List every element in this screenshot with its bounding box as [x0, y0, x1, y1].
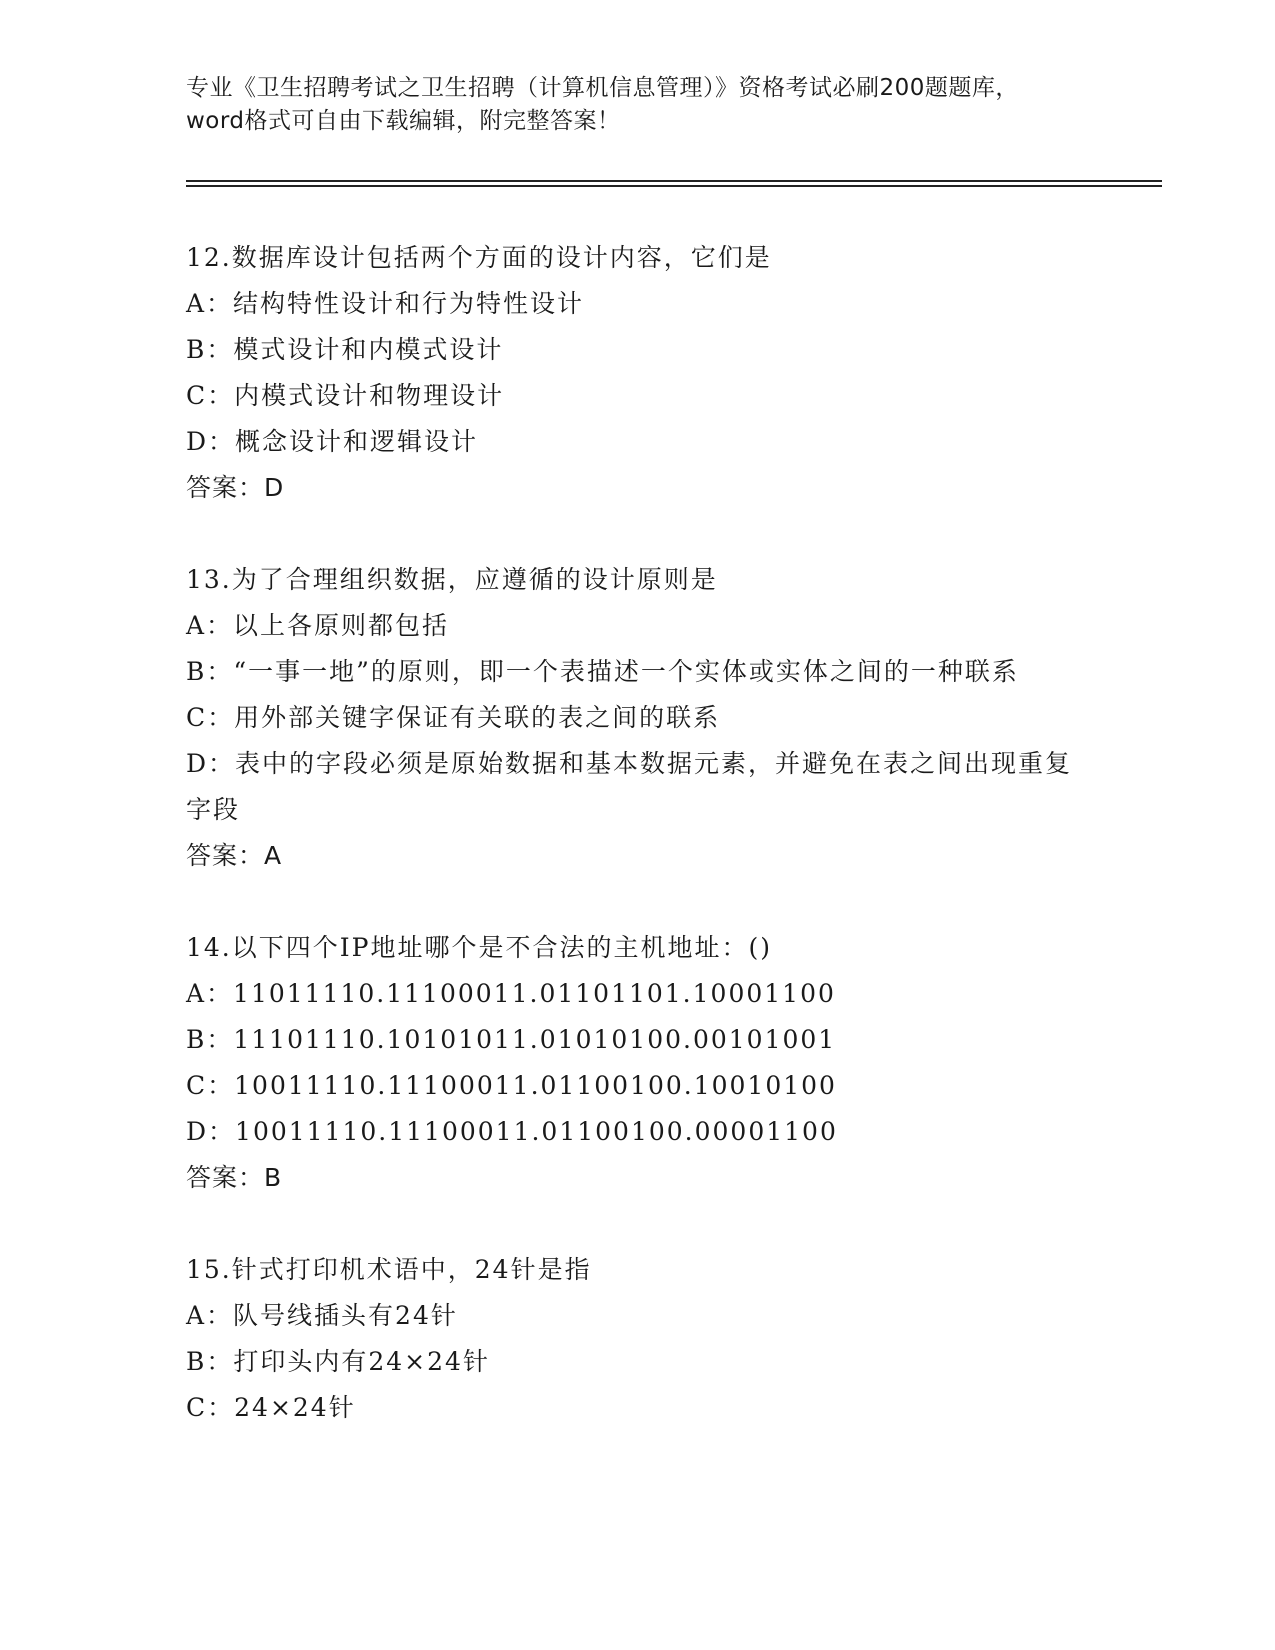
option-d: D：表中的字段必须是原始数据和基本数据元素，并避免在表之间出现重复字段 — [186, 749, 1073, 824]
header-line-1: 专业《卫生招聘考试之卫生招聘（计算机信息管理）》资格考试必刷200题题库， — [186, 75, 1019, 101]
answer: 答案：A — [186, 841, 283, 870]
option-c: C：10011110.11100011.01100100.10010100 — [186, 1071, 837, 1100]
option-b: B：“一事一地”的原则，即一个表描述一个实体或实体之间的一种联系 — [186, 657, 1019, 686]
document-header — [186, 72, 1086, 138]
question-stem: 13.为了合理组织数据，应遵循的设计原则是 — [186, 565, 718, 594]
option-c: C：内模式设计和物理设计 — [186, 381, 505, 410]
question-stem: 12.数据库设计包括两个方面的设计内容，它们是 — [186, 243, 772, 272]
option-a: A：11011110.11100011.01101101.10001100 — [186, 979, 836, 1008]
option-d: D：概念设计和逻辑设计 — [186, 427, 479, 456]
header-divider-top — [186, 180, 1162, 182]
option-a: A：队号线插头有24针 — [186, 1301, 458, 1330]
question-list — [186, 235, 1086, 1477]
question-13 — [186, 557, 1086, 879]
answer: 答案：D — [186, 473, 285, 502]
question-stem: 15.针式打印机术语中，24针是指 — [186, 1255, 592, 1284]
header-divider-bottom — [186, 185, 1162, 187]
header-line-2: word格式可自由下载编辑，附完整答案！ — [186, 108, 621, 134]
question-stem: 14.以下四个IP地址哪个是不合法的主机地址：() — [186, 933, 772, 962]
answer: 答案：B — [186, 1163, 283, 1192]
option-b: B：11101110.10101011.01010100.00101001 — [186, 1025, 837, 1054]
option-c: C：用外部关键字保证有关联的表之间的联系 — [186, 703, 721, 732]
option-a: A：结构特性设计和行为特性设计 — [186, 289, 585, 318]
option-d: D：10011110.11100011.01100100.00001100 — [186, 1117, 838, 1146]
option-b: B：模式设计和内模式设计 — [186, 335, 504, 364]
question-15 — [186, 1247, 1086, 1431]
question-14 — [186, 925, 1086, 1201]
option-c: C：24×24针 — [186, 1393, 356, 1422]
option-b: B：打印头内有24×24针 — [186, 1347, 490, 1376]
question-12 — [186, 235, 1086, 511]
option-a: A：以上各原则都包括 — [186, 611, 450, 640]
